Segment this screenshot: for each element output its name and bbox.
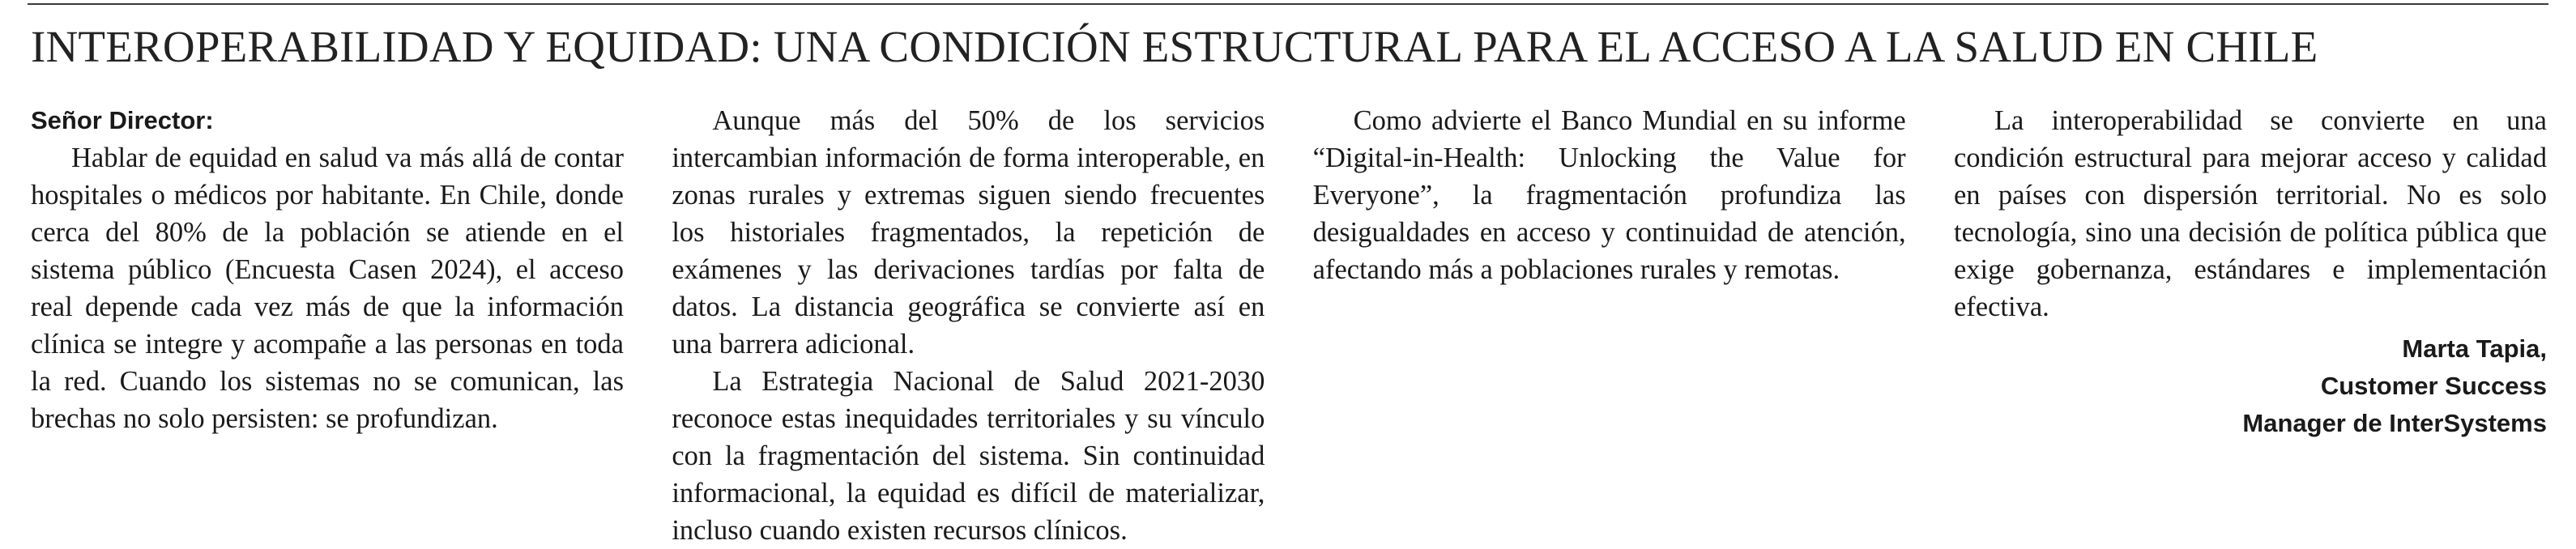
salutation: Señor Director: xyxy=(31,106,214,134)
article-column-2 xyxy=(672,102,1265,549)
author-name: Marta Tapia, xyxy=(2402,334,2547,363)
top-rule xyxy=(28,3,2548,5)
paragraph-2: Aunque más del 50% de los servicios intercambian información de forma interoperable, en zonas rurales y extremas siguen siendo frecuentes los historiales fragmentados, la repetición de exámenes y las derivaciones tardías por falta de datos. La distancia geográfica se convierte así en una barrera adicional. xyxy=(672,105,1265,360)
author-organization: Manager de InterSystems xyxy=(2242,409,2547,437)
paragraph-4: Como advierte el Banco Mundial en su informe “Digital-in-Health: Unlocking the Value for Everyone”, la fragmentación profundiza las desigualdades en acceso y continuidad de atención, afectando más a poblaciones rurales y remotas. xyxy=(1312,105,1906,285)
author-role: Customer Success xyxy=(2320,372,2547,400)
article-body xyxy=(31,102,2547,549)
paragraph-3: La Estrategia Nacional de Salud 2021-2030 reconoce estas inequidades territoriales y su vínculo con la fragmentación del sistema. Sin continuidad informacional, la equidad es difícil de materializar, incluso cuando existen recursos clínicos. xyxy=(672,366,1265,546)
paragraph-1: Hablar de equidad en salud va más allá de contar hospitales o médicos por habitante. En Chile, donde cerca del 80% de la población se atiende en el sistema público (Encuesta Casen 2024), el acceso real depende cada vez más de que la información clínica se integre y acompañe a las personas en toda la red. Cuando los sistemas no se comunican, las brechas no solo persisten: se profundizan. xyxy=(31,143,624,434)
author-signature xyxy=(1954,330,2547,442)
article-column-4 xyxy=(1954,102,2547,549)
article-column-1 xyxy=(31,102,624,549)
article-column-3 xyxy=(1313,102,1906,549)
article-headline: INTEROPERABILIDAD Y EQUIDAD: UNA CONDICIÓN ESTRUCTURAL PARA EL ACCESO A LA SALUD EN CHILE xyxy=(31,22,2318,71)
paragraph-5: La interoperabilidad se convierte en una condición estructural para mejorar acceso y calidad en países con dispersión territorial. No es solo tecnología, sino una decisión de política pública que exige gobernanza, estándares e implementación efectiva. xyxy=(1953,105,2547,322)
